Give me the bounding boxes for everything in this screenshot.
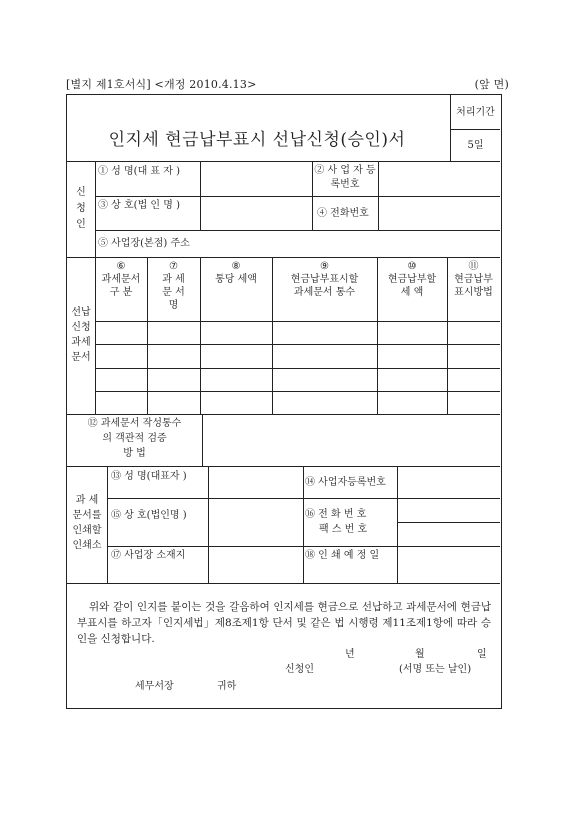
date-year-label: 년 — [345, 649, 355, 660]
processing-period-label: 처리기간 — [456, 107, 495, 118]
printer-section-label: 과 세 문서를 인쇄할 인쇄소 — [72, 495, 102, 551]
applicant-phone-field[interactable] — [379, 197, 499, 230]
applicant-phone-label: ④ 전화번호 — [317, 208, 369, 219]
applicant-name-label: ① 성 명(대 표 자 ) — [98, 166, 180, 177]
printer-fax-label: 팩 스 번 호 — [319, 524, 368, 535]
applicant-section-label: 신 청 인 — [76, 187, 86, 230]
printer-phone-label: ⑯ 전 화 번 호 — [305, 509, 367, 520]
applicant-signature-label: 신청인 — [285, 664, 314, 675]
printer-address-field[interactable] — [209, 547, 302, 583]
applicant-address-label: ⑤ 사업장(본점) 주소 — [98, 238, 190, 249]
applicant-address-field[interactable] — [201, 231, 499, 257]
form-title: 인지세 현금납부표시 선납신청(승인)서 — [108, 130, 406, 150]
table-row[interactable] — [96, 392, 499, 414]
application-form — [66, 94, 502, 709]
printer-date-field[interactable] — [398, 547, 499, 583]
declaration-text: 위와 같이 인지를 붙이는 것을 갈음하여 인지세를 현금으로 선납하고 과세문서에 현금납부표시를 하고자「인지세법」제8조제1항 단서 및 같은 법 시행령 제11조제1항에 따라 승인을 신청합니다. — [77, 601, 491, 645]
printer-fax-field[interactable] — [398, 523, 499, 546]
printer-bizno-label: ⑭ 사업자등록번호 — [305, 477, 386, 488]
column-header-doc-count: ⑨ 현금납부표시할 과세문서 통수 — [290, 261, 359, 298]
applicant-bizno-field[interactable] — [379, 162, 499, 196]
printer-date-label: ⑱ 인 쇄 예 정 일 — [305, 550, 380, 561]
page-side-label: (앞 면) — [474, 78, 509, 91]
date-day-label: 일 — [477, 649, 487, 660]
form-reference: [별지 제1호서식] <개정 2010.4.13> — [66, 78, 257, 91]
printer-phone-field[interactable] — [398, 499, 499, 522]
printer-name-label: ⑬ 성 명(대표자 ) — [111, 471, 187, 482]
objective-verification-label: ⑫ 과세문서 작성통수 의 객관적 검증 방 법 — [87, 418, 182, 459]
printer-company-label: ⑮ 상 호(법인명 ) — [111, 510, 187, 521]
date-month-label: 월 — [415, 649, 425, 660]
applicant-company-field[interactable] — [201, 197, 311, 230]
column-header-tax-per-doc: ⑧ 통당 세액 — [215, 261, 257, 285]
table-row[interactable] — [96, 322, 499, 344]
applicant-bizno-label: ② 사 업 자 등록번호 — [314, 165, 376, 190]
tax-office-label: 세무서장 — [135, 681, 174, 692]
printer-name-field[interactable] — [209, 467, 302, 498]
table-row[interactable] — [96, 345, 499, 368]
signature-instruction: (서명 또는 날인) — [399, 664, 472, 675]
column-header-doc-name: ⑦ 과 세 문 서 명 — [162, 261, 185, 311]
column-header-display-method: ⑪ 현금납부 표시방법 — [454, 261, 493, 298]
column-header-tax-amount: ⑩ 현금납부할 세 액 — [387, 261, 437, 298]
printer-address-label: ⑰ 사업장 소재지 — [111, 550, 186, 561]
processing-period-value: 5일 — [467, 140, 484, 151]
honorific-label: 귀하 — [217, 681, 237, 692]
documents-section-label: 선납 신청 과세 문서 — [71, 307, 91, 363]
applicant-company-label: ③ 상 호(법 인 명 ) — [98, 200, 180, 211]
objective-verification-field[interactable] — [203, 415, 499, 466]
table-row[interactable] — [96, 369, 499, 391]
printer-company-field[interactable] — [209, 499, 302, 546]
column-header-doc-type: ⑥ 과세문서 구 분 — [101, 261, 141, 298]
printer-bizno-field[interactable] — [398, 467, 499, 498]
applicant-name-field[interactable] — [201, 162, 311, 196]
